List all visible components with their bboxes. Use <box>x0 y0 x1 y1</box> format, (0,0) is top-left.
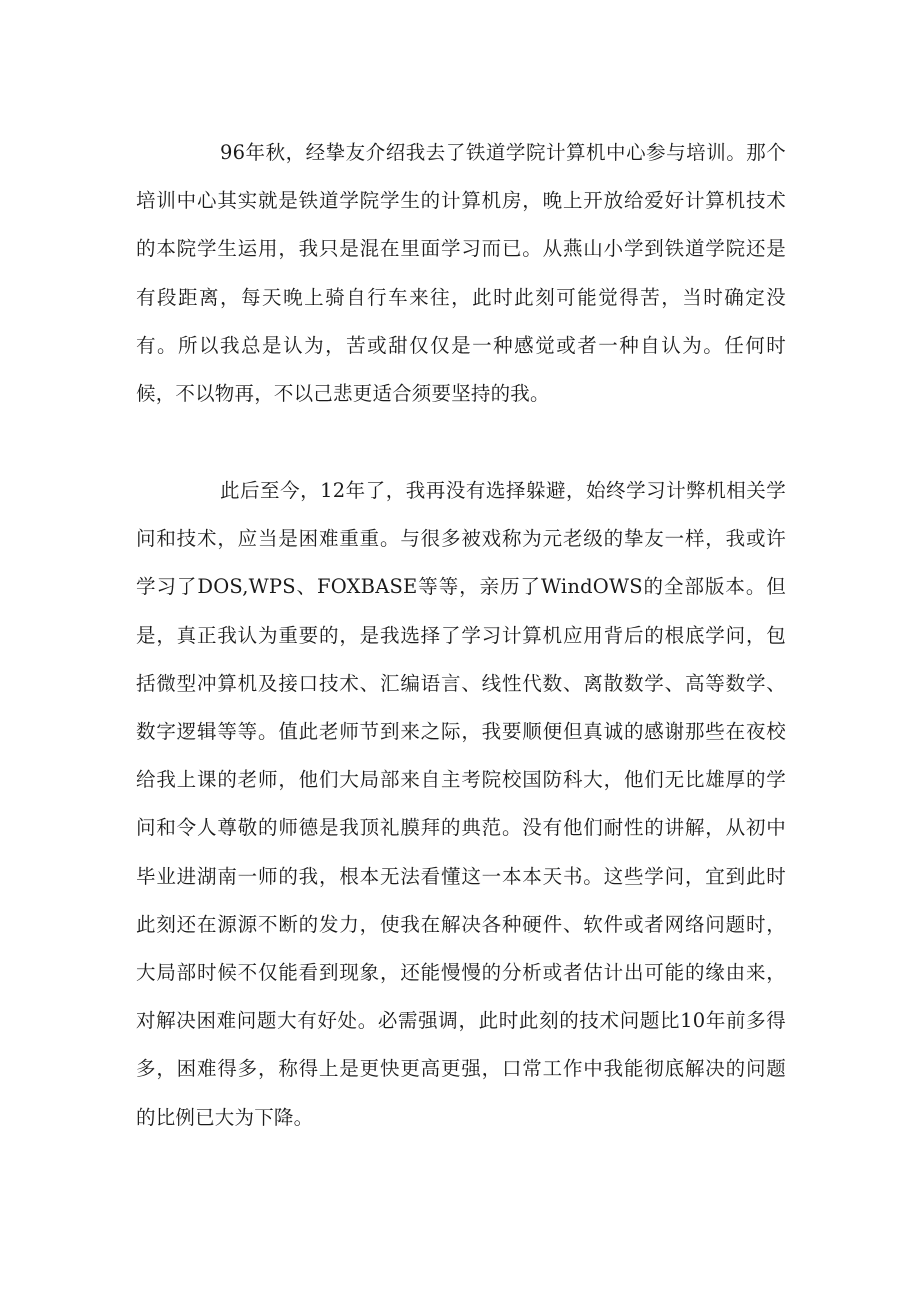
paragraph-1: 96年秋，经挚友介绍我去了铁道学院计算机中心参与培训。那个培训中心其实就是铁道学院学生的计算机房，晚上开放给爱好计算机技术的本院学生运用，我只是混在里面学习而已。从燕山小学到铁道学院还是有段距离，每天晚上骑自行车来往，此时此刻可能觉得苦，当时确定没有。所以我总是认为，苦或甜仅仅是一种感觉或者一种自认为。任何时候，不以物再，不以己悲更适合须要坚持的我。 <box>136 141 786 406</box>
paragraph-2: 此后至今，12年了，我再没有选择躲避，始终学习计弊机相关学问和技术，应当是困难重重。与很多被戏称为元老级的挚友一样，我或许学习了DOS,WPS、FOXBASE等等，亲历了WindOWS的全部版本。但是，真正我认为重要的，是我选择了学习计算机应用背后的根底学问，包括微型冲算机及接口技术、汇编语言、线性代数、离散数学、高等数学、数字逻辑等等。值此老师节到来之际，我要顺便但真诚的感谢那些在夜校给我上课的老师，他们大局部来自主考院校国防科大，他们无比雄厚的学问和令人尊敬的师德是我顶礼膜拜的典范。没有他们耐性的讲解，从初中毕业进湖南一师的我，根本无法看懂这一本本天书。这些学问，宜到此时此刻还在源源不断的发力，使我在解决各种硬件、软件或者网络问题时，大局部时候不仅能看到现象，还能慢慢的分析或者估计出可能的缘由来，对解决困难问题大有好处。必需强调，此时此刻的技术问题比10年前多得多，困难得多，称得上是更快更高更强，口常工作中我能彻底解决的问题的比例已大为下降。 <box>136 479 786 1129</box>
